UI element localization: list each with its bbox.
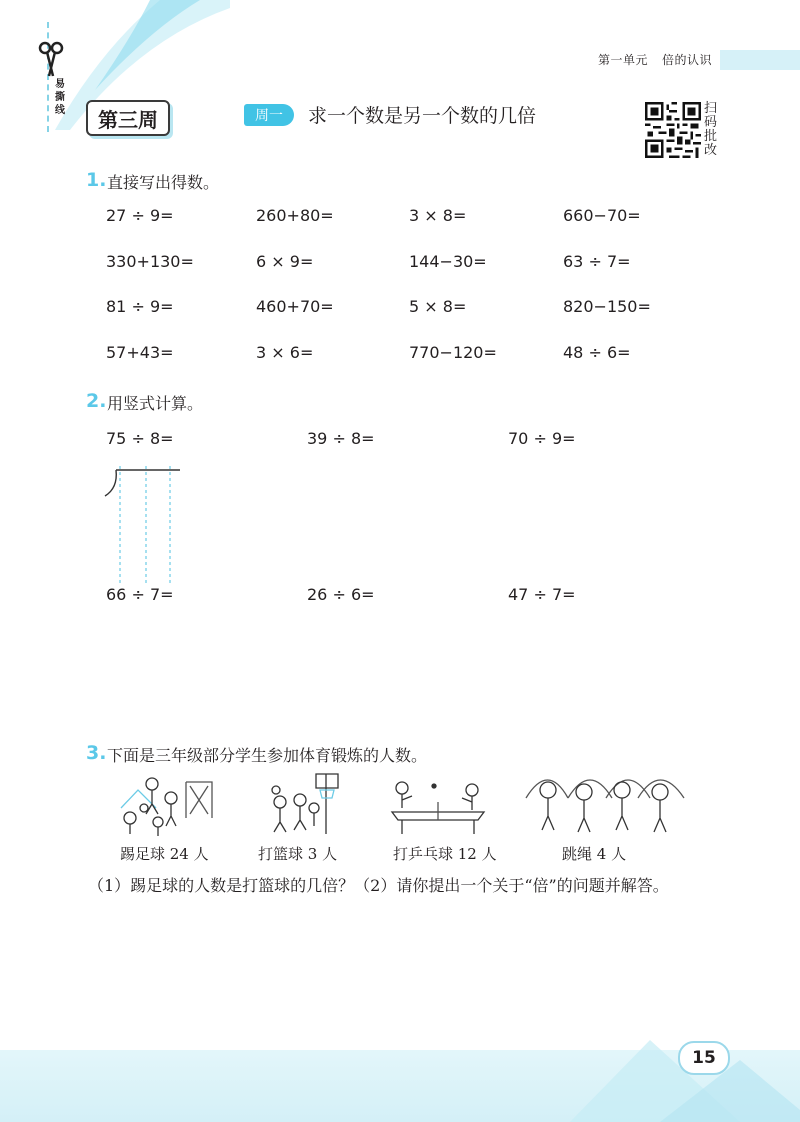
- q2-item: 26 ÷ 6=: [307, 585, 375, 604]
- q1-item: 57+43=: [106, 343, 174, 362]
- basketball-scene-icon: [262, 768, 362, 838]
- q1-item: 27 ÷ 9=: [106, 206, 174, 225]
- scene-label-jumprope: 跳绳 4 人: [562, 845, 627, 863]
- footer-triangle-decoration: [540, 1010, 800, 1122]
- soccer-scene-icon: [116, 768, 216, 838]
- question-3-subquestions: （1）踢足球的人数是打篮球的几倍？（2）请你提出一个关于“倍”的问题并解答。: [88, 876, 669, 895]
- q1-item: 460+70=: [256, 297, 334, 316]
- pingpong-scene-icon: [388, 768, 488, 838]
- q1-item: 144−30=: [409, 252, 487, 271]
- scissors-icon: [38, 40, 64, 80]
- qr-code-icon[interactable]: [645, 102, 701, 158]
- q1-item: 81 ÷ 9=: [106, 297, 174, 316]
- question-2-title: 用竖式计算。: [107, 394, 204, 413]
- week-badge: 第三周: [86, 100, 170, 136]
- unit-label: [598, 51, 712, 68]
- jumprope-scene-icon: [518, 768, 690, 838]
- day-tag: 周一: [244, 104, 294, 126]
- q2-item: 70 ÷ 9=: [508, 429, 576, 448]
- long-division-guide: [100, 466, 185, 584]
- scene-label-basketball: 打篮球 3 人: [258, 845, 338, 863]
- q1-item: 3 × 8=: [409, 206, 467, 225]
- q1-item: 660−70=: [563, 206, 641, 225]
- q1-item: 260+80=: [256, 206, 334, 225]
- q1-item: 330+130=: [106, 252, 194, 271]
- q1-item: 48 ÷ 6=: [563, 343, 631, 362]
- lesson-title: 求一个数是另一个数的几倍: [308, 105, 537, 127]
- q1-item: 6 × 9=: [256, 252, 314, 271]
- q1-item: 63 ÷ 7=: [563, 252, 631, 271]
- scene-label-pingpong: 打乒乓球 12 人: [393, 845, 497, 863]
- q2-item: 75 ÷ 8=: [106, 429, 174, 448]
- tear-line-label: 易撕线: [55, 79, 65, 116]
- q2-item: 39 ÷ 8=: [307, 429, 375, 448]
- q1-item: 820−150=: [563, 297, 651, 316]
- q2-item: 66 ÷ 7=: [106, 585, 174, 604]
- q1-item: 770−120=: [409, 343, 497, 362]
- q1-item: 3 × 6=: [256, 343, 314, 362]
- question-3-title: 下面是三年级部分学生参加体育锻炼的人数。: [107, 746, 428, 765]
- header-band: [720, 50, 800, 70]
- qr-hint: 扫码批改: [704, 101, 718, 158]
- q2-item: 47 ÷ 7=: [508, 585, 576, 604]
- question-3-number: 3.: [86, 742, 107, 764]
- unit-topic: 倍的认识: [662, 53, 713, 67]
- question-2-number: 2.: [86, 390, 107, 412]
- q1-item: 5 × 8=: [409, 297, 467, 316]
- scene-label-soccer: 踢足球 24 人: [120, 845, 209, 863]
- page-number: 15: [678, 1041, 730, 1075]
- question-1-title: 直接写出得数。: [107, 173, 220, 192]
- unit-name: 第一单元: [598, 53, 649, 67]
- question-1-number: 1.: [86, 169, 107, 191]
